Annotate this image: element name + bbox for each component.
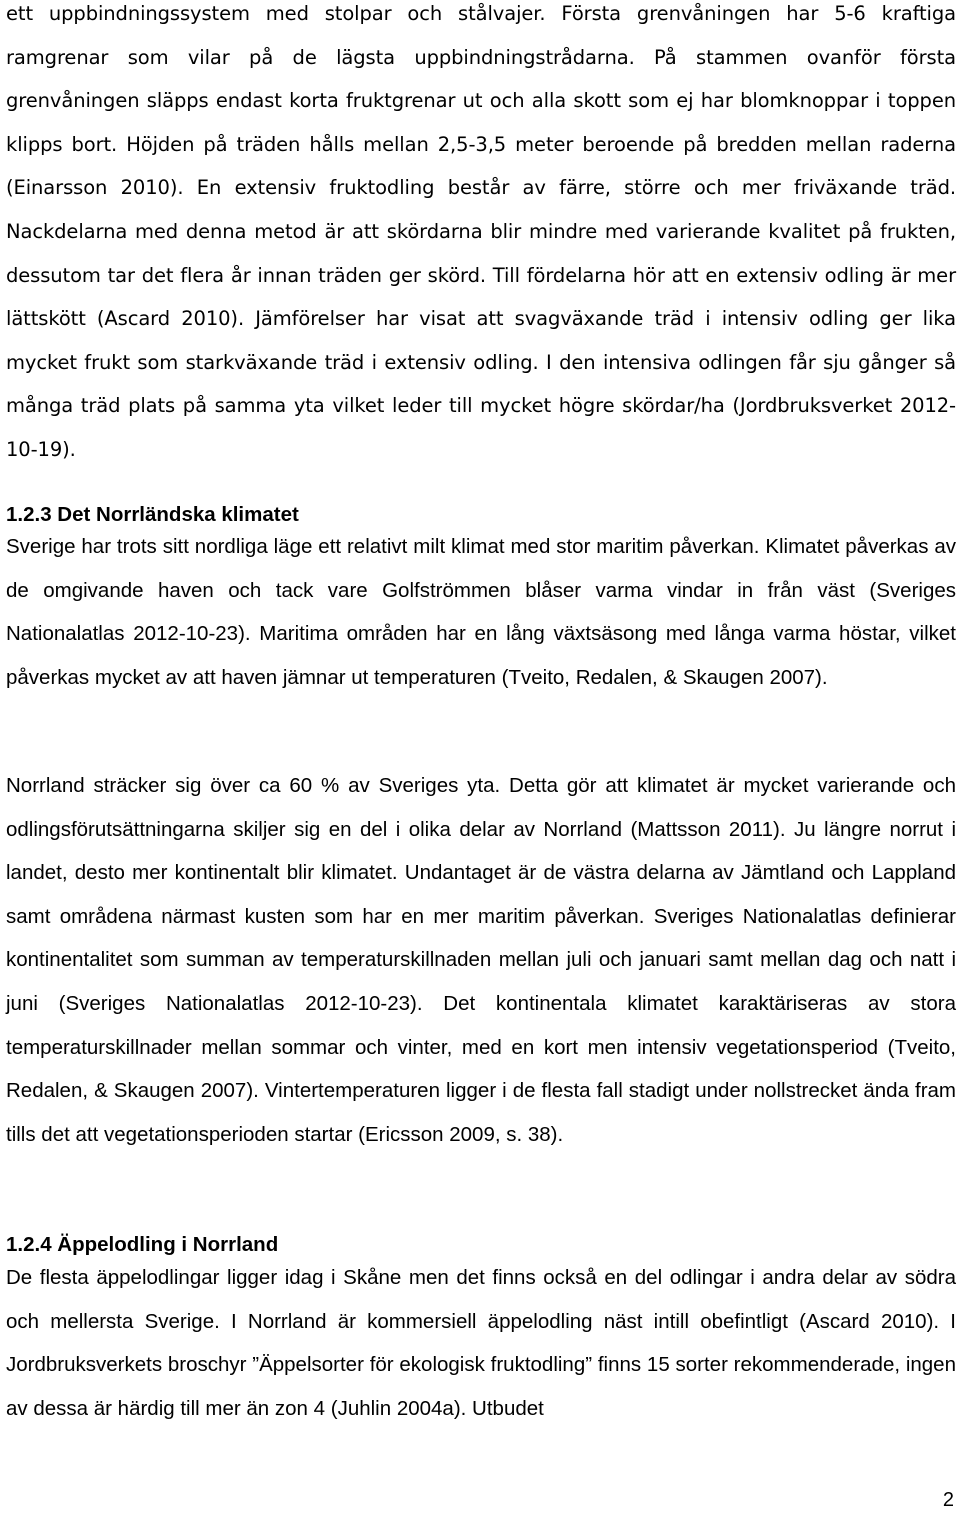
section-heading-1-2-3: 1.2.3 Det Norrländska klimatet	[6, 503, 299, 526]
paragraph-climate-1: Sverige har trots sitt nordliga läge ett relativt milt klimat med stor maritim påverkan. Klimatet påverkas av de omgivande haven och tack vare Golfströmmen blåser varma vindar in från väst (Sveriges Nationalatlas 2012-10-23). Maritima områden har en lång växtsäsong med långa varma höstar, vilket påverkas mycket av att haven jämnar ut temperaturen (Tveito, Redalen, & Skaugen 2007).	[6, 535, 956, 689]
page-number: 2	[942, 1489, 954, 1511]
paragraph-climate-2: Norrland sträcker sig över ca 60 % av Sveriges yta. Detta gör att klimatet är mycket varierande och odlingsförutsättningarna skiljer sig en del i olika delar av Norrland (Mattsson 2011). Ju längre norrut i landet, desto mer kontinentalt blir klimatet. Undantaget är de västra delarna av Jämtland och Lappland samt områdena närmast kusten som har en mer maritim påverkan. Sveriges Nationalatlas definierar kontinentalitet som summan av temperaturskillnaden mellan juli och januari samt mellan dag och natt i juni (Sveriges Nationalatlas 2012-10-23). Det kontinentala klimatet karaktäriseras av stora temperaturskillnader mellan sommar och vinter, med en kort men intensiv vegetationsperiod (Tveito, Redalen, & Skaugen 2007). Vintertemperaturen ligger i de flesta fall stadigt under nollstrecket ända fram tills det att vegetationsperioden startar (Ericsson 2009, s. 38).	[6, 774, 956, 1146]
paragraph-intro: ett uppbindningssystem med stolpar och stålvajer. Första grenvåningen har 5-6 kraftiga ramgrenar som vilar på de lägsta uppbindningstrådarna. På stammen ovanför första grenvåningen släpps endast korta fruktgrenar ut och alla skott som ej har blomknoppar i toppen klipps bort. Höjden på träden hålls mellan 2,5-3,5 meter beroende på bredden mellan raderna (Einarsson 2010). En extensiv fruktodling består av färre, större och mer friväxande träd. Nackdelarna med denna metod är att skördarna blir mindre med varierande kvalitet på frukten, dessutom tar det flera år innan träden ger skörd. Till fördelarna hör att en extensiv odling är mer lättskött (Ascard 2010). Jämförelser har visat att svagväxande träd i intensiv odling ger lika mycket frukt som starkväxande träd i extensiv odling. I den intensiva odlingen får sju gånger så många träd plats på samma yta vilket leder till mycket högre skördar/ha (Jordbruksverket 2012-10-19).	[6, 2, 956, 461]
section-heading-1-2-4: 1.2.4 Äppelodling i Norrland	[6, 1233, 279, 1256]
paragraph-apple-cultivation: De flesta äppelodlingar ligger idag i Skåne men det finns också en del odlingar i andra delar av södra och mellersta Sverige. I Norrland är kommersiell äppelodling näst intill obefintligt (Ascard 2010). I Jordbruksverkets broschyr ”Äppelsorter för ekologisk fruktodling” finns 15 sorter rekommenderade, ingen av dessa är härdig till mer än zon 4 (Juhlin 2004a). Utbudet	[6, 1266, 956, 1420]
